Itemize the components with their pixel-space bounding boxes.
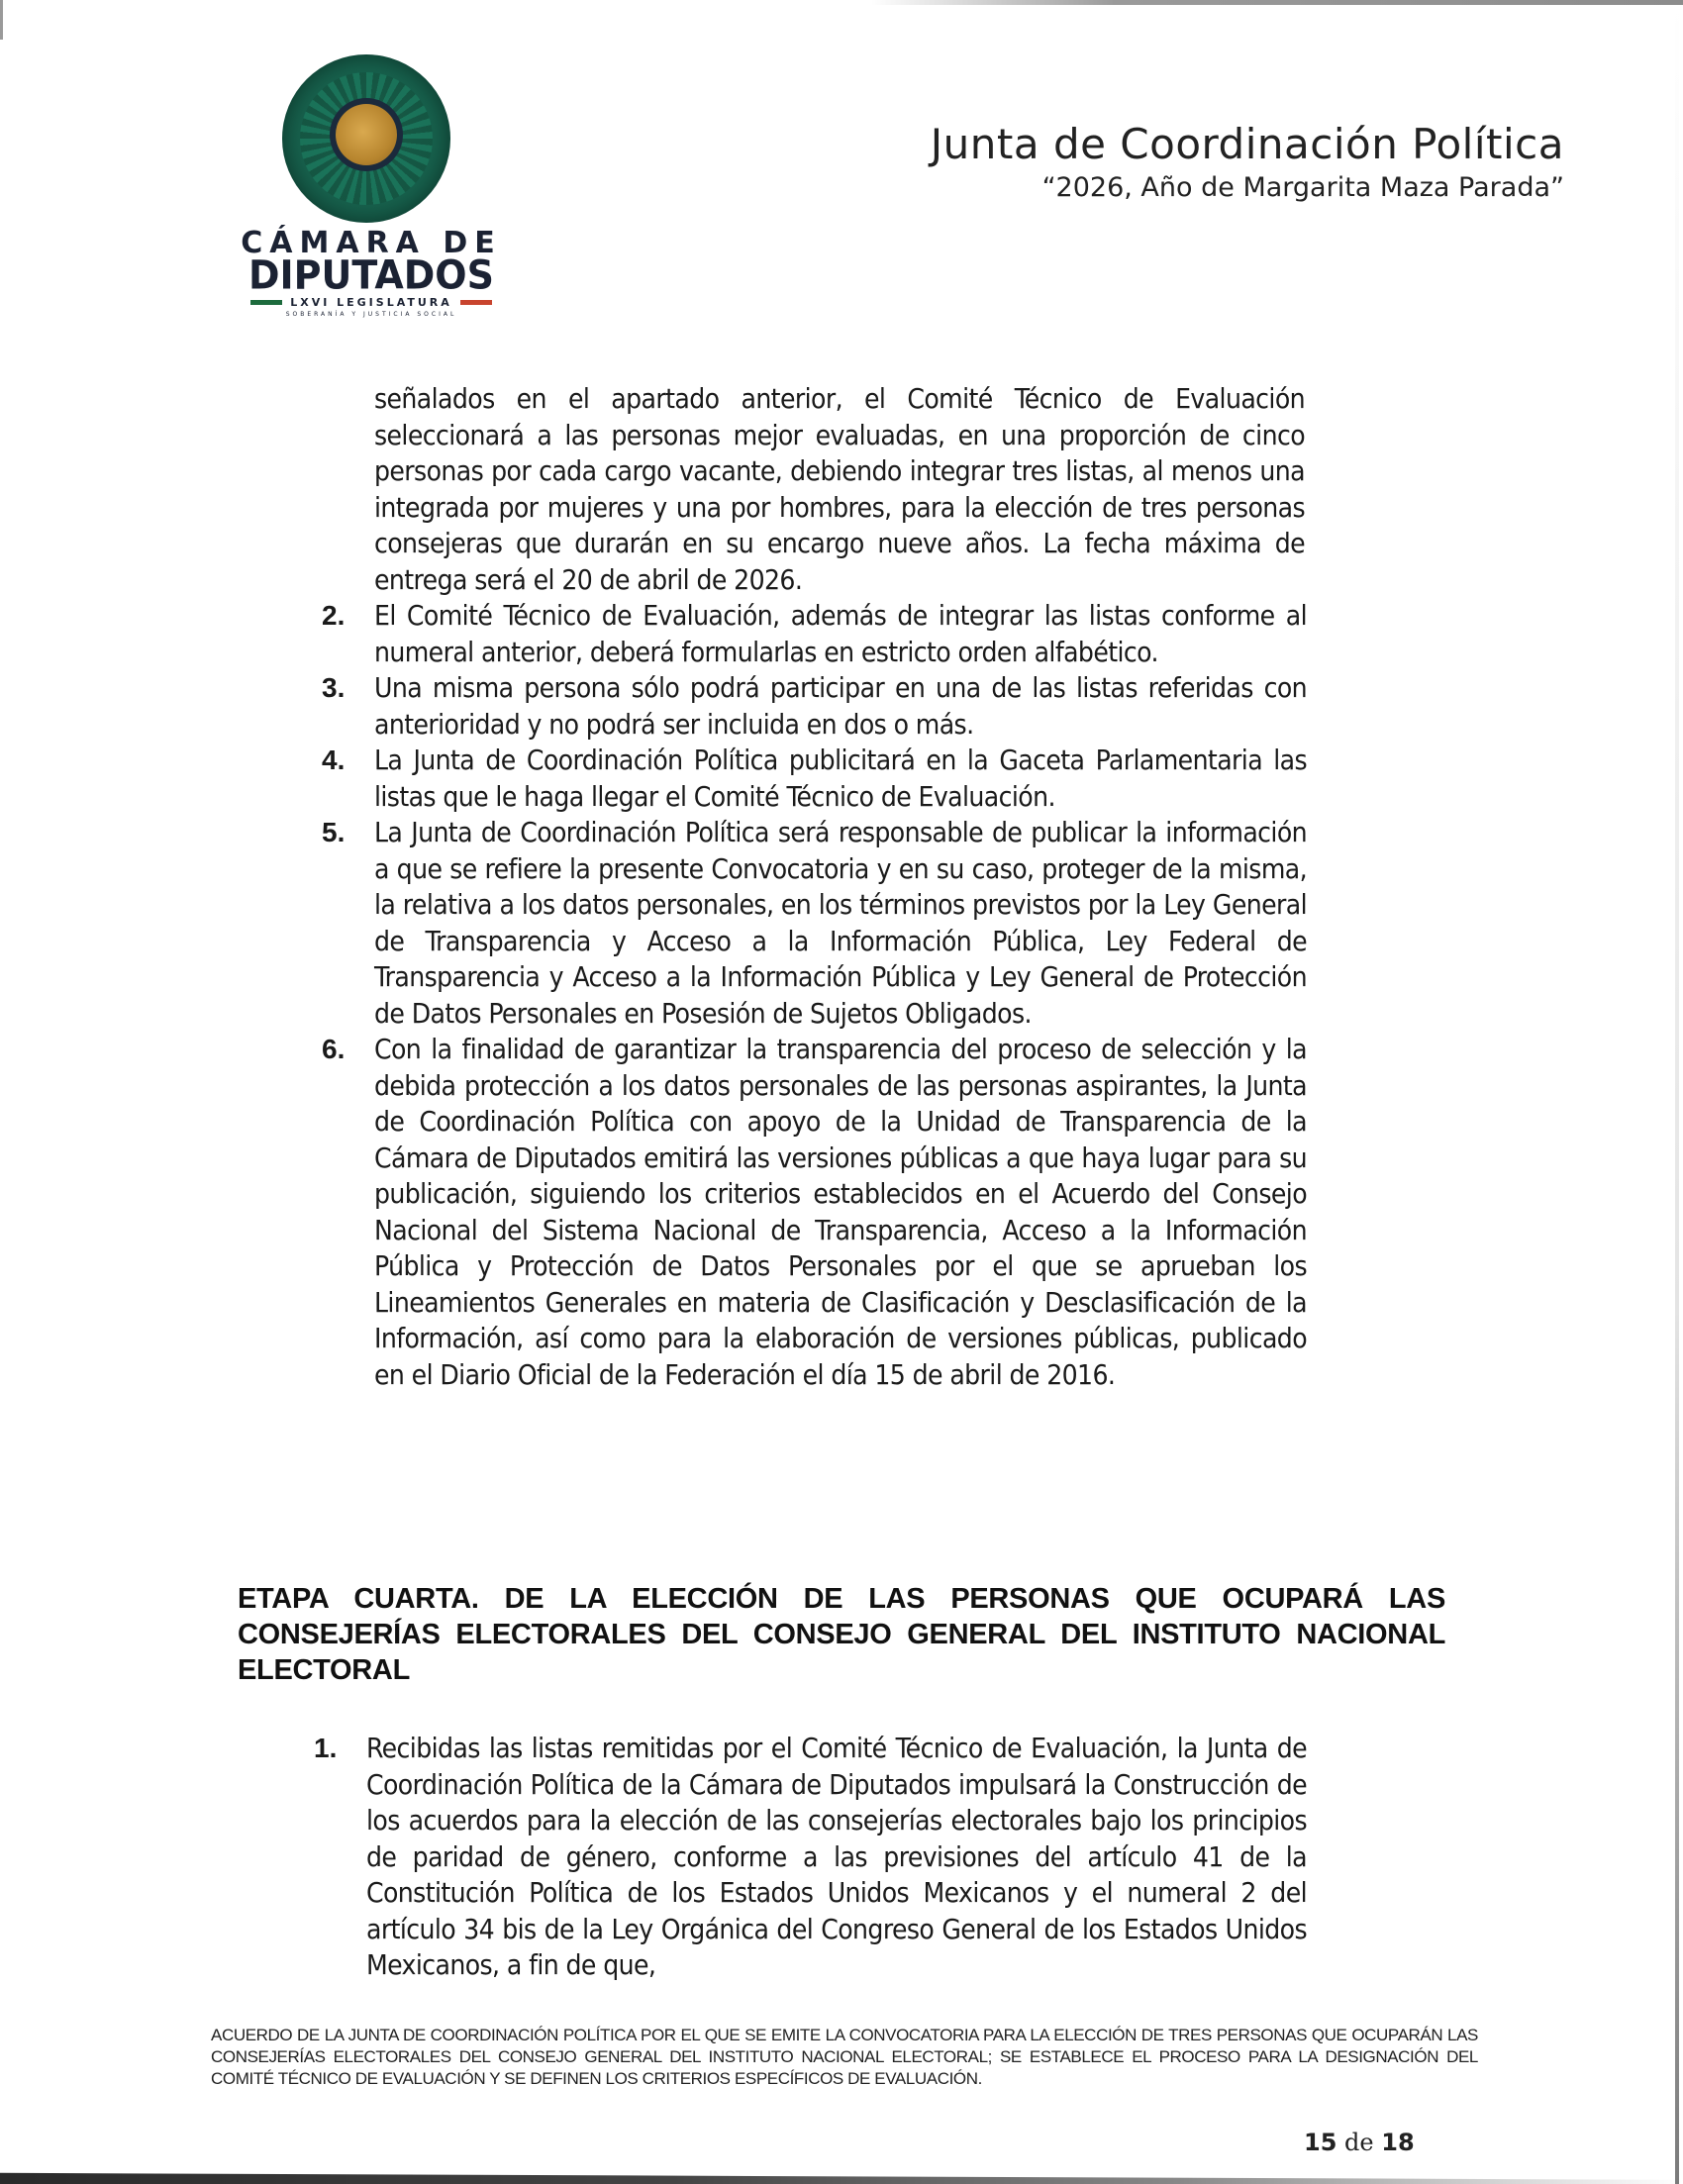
list-item — [322, 598, 1307, 670]
logo-line-diputados: DIPUTADOS — [248, 251, 494, 299]
header-motto: “2026, Año de Margarita Maza Parada” — [1041, 172, 1564, 203]
scan-edge-top — [871, 0, 1683, 5]
scan-edge-bottom — [0, 2170, 1683, 2184]
list-item-number: 6. — [322, 1034, 346, 1064]
page-separator: de — [1344, 2129, 1374, 2156]
logo-motto: SOBERANÍA Y JUSTICIA SOCIAL — [285, 311, 457, 318]
camara-diputados-logo — [238, 54, 505, 318]
red-stripe — [460, 300, 492, 305]
page-number — [1304, 2129, 1415, 2156]
list-item-number: 1. — [314, 1733, 338, 1763]
list-item-number: 5. — [322, 817, 346, 847]
list-item-text: Una misma persona sólo podrá participar en una de las listas referidas con anterioridad y no podrá ser incluida en dos o más. — [374, 671, 1307, 741]
list-item — [322, 1032, 1307, 1393]
list-item — [322, 743, 1307, 815]
list-item-text: Recibidas las listas remitidas por el Comité Técnico de Evaluación, la Junta de Coordinación Política de la Cámara de Diputados impulsará la Construcción de los acuerdos para la elección de las consejerías electorales bajo los principios de paridad de género, conforme a las previsiones del artículo 41 de la Constitución Política de los Estados Unidos Mexicanos y el numeral 2 del artículo 34 bis de la Ley Orgánica del Congreso General de los Estados Unidos Mexicanos, a fin de que, — [366, 1732, 1307, 1981]
page-total: 18 — [1381, 2129, 1415, 2156]
list-item-text: Con la finalidad de garantizar la transparencia del proceso de selección y la debida protección a los datos personales de las personas aspirantes, la Junta de Coordinación Política con apoyo de la Unidad de Transparencia de la Cámara de Diputados emitirá las versiones públicas a que haya lugar para su publicación, siguiendo los criterios establecidos en el Acuerdo del Consejo Nacional del Sistema Nacional de Transparencia, Acceso a la Información Pública y Protección de Datos Personales por el que se aprueban los Lineamientos Generales en materia de Clasificación y Desclasificación de la Información, así como para la elaboración de versiones públicas, publicado en el Diario Oficial de la Federación el día 15 de abril de 2016. — [374, 1033, 1307, 1391]
list-item-number: 4. — [322, 745, 346, 775]
list-item-text: La Junta de Coordinación Política publicitará en la Gaceta Parlamentaria las listas que le haga llegar el Comité Técnico de Evaluación. — [374, 744, 1307, 813]
page-current: 15 — [1304, 2129, 1337, 2156]
numbered-list-stage-three — [322, 598, 1307, 1393]
green-stripe — [250, 300, 282, 305]
list-item-number: 2. — [322, 600, 346, 631]
eagle-emblem-icon — [336, 104, 397, 165]
list-item — [322, 670, 1307, 743]
list-item-text: El Comité Técnico de Evaluación, además de integrar las listas conforme al numeral anterior, deberá formularlas en estricto orden alfabético. — [374, 599, 1307, 668]
national-seal-icon — [282, 54, 450, 223]
legislatura-label: LXVI LEGISLATURA — [290, 296, 452, 309]
logo-line-camara: CÁMARA DE — [241, 226, 502, 260]
page-header — [931, 119, 1564, 206]
list-item — [322, 815, 1307, 1032]
list-item-text: La Junta de Coordinación Política será responsable de publicar la información a que se refiere la presente Convocatoria y en su caso, proteger de la misma, la relativa a los datos personales, en los términos previstos por la Ley General de Transparencia y Acceso a la Información Pública, Ley Federal de Transparencia y Acceso a la Información Pública y Ley General de Protección de Datos Personales en Posesión de Sujetos Obligados. — [374, 816, 1307, 1030]
section-heading-etapa-cuarta: ETAPA CUARTA. DE LA ELECCIÓN DE LAS PERSONAS QUE OCUPARÁ LAS CONSEJERÍAS ELECTORALES DEL CONSEJO GENERAL DEL INSTITUTO NACIONAL ELECTORAL — [238, 1583, 1445, 1686]
header-title: Junta de Coordinación Política — [930, 120, 1564, 168]
list-item — [314, 1731, 1307, 1984]
numbered-list-stage-four — [314, 1731, 1307, 1984]
scan-edge-left — [0, 0, 3, 40]
continuation-paragraph: señalados en el apartado anterior, el Comité Técnico de Evaluación seleccionará a las personas mejor evaluadas, en una proporción de cinco personas por cada cargo vacante, debiendo integrar tres listas, al menos una integrada por mujeres y una por hombres, para la elección de tres personas consejeras que durarán en su encargo nueve años. La fecha máxima de entrega será el 20 de abril de 2026. — [374, 382, 1305, 596]
footer-agreement-title: ACUERDO DE LA JUNTA DE COORDINACIÓN POLÍTICA POR EL QUE SE EMITE LA CONVOCATORIA PARA LA ELECCIÓN DE TRES PERSONAS QUE OCUPARÁN LAS CONSEJERÍAS ELECTORALES DEL CONSEJO GENERAL DEL INSTITUTO NACIONAL ELECTORAL; SE ESTABLECE EL PROCESO PARA LA DESIGNACIÓN DEL COMITÉ TÉCNICO DE EVALUACIÓN Y SE DEFINEN LOS CRITERIOS ESPECÍFICOS DE EVALUACIÓN. — [211, 2026, 1478, 2088]
list-item-number: 3. — [322, 672, 346, 703]
scan-edge-right — [1675, 0, 1679, 2184]
